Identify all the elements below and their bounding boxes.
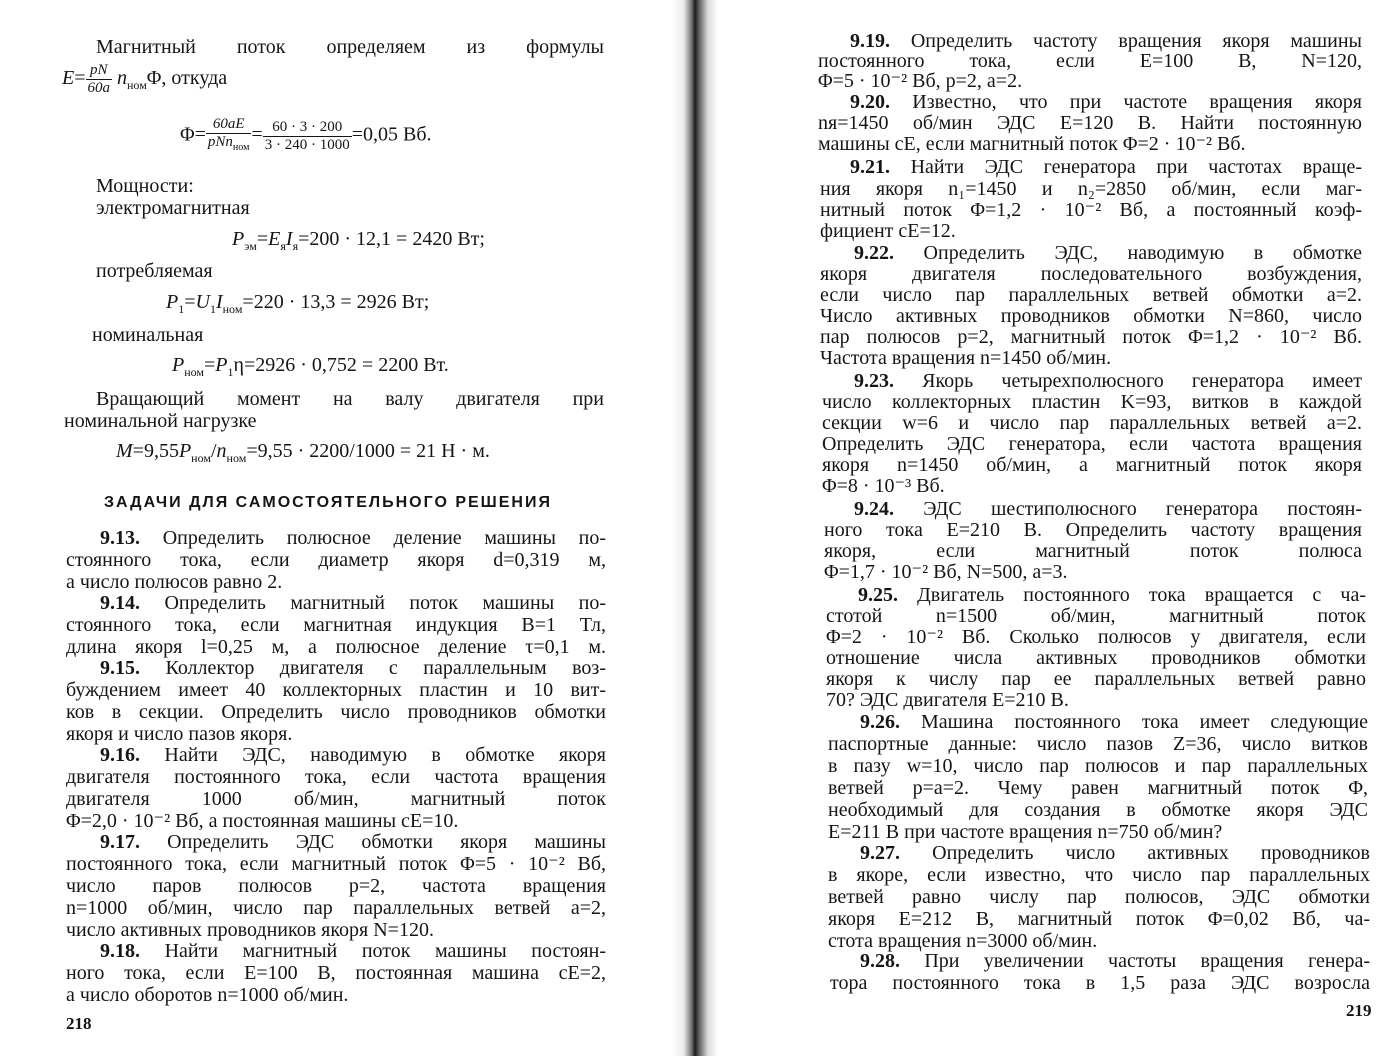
consumed-power-formula: $P_1=U_1I_{ном}=220 \cdot 13,3 = 2926$ Вт; bbox=[166, 291, 430, 316]
powers-label: Мощности: bbox=[96, 175, 194, 197]
consumed-label: потребляемая bbox=[96, 260, 213, 282]
torque-text-1: Вращающий момент на валу двигателя при bbox=[96, 388, 604, 410]
intro-line-1: Магнитный поток определяем из формулы bbox=[96, 36, 604, 58]
section-heading: ЗАДАЧИ ДЛЯ САМОСТОЯТЕЛЬНОГО РЕШЕНИЯ bbox=[104, 494, 552, 511]
torque-text-2: номинальной нагрузке bbox=[64, 410, 257, 432]
em-power-formula: $P_{эм}=E_яI_я=200 \cdot 12,1 = 2420$ Вт; bbox=[232, 228, 485, 253]
emf-formula: E= $\frac{pN}{60a}$ $n_{ном}\Phi$, откуда bbox=[62, 62, 228, 96]
page-number-left: 218 bbox=[66, 1014, 92, 1033]
book-gutter bbox=[672, 0, 718, 1056]
right-page: 9.19. Определить частоту вращения якоря машины постоянного тока, если E=100 В, N=120, Φ=5 · 10⁻² Вб, p=2, a=2. 9.20. Известно, что при частоте вращения якоря nя=1450 об/мин ЭДС E=120 В. Найти постоянную машины cE, если магнитный поток Φ=2 · 10⁻² Вб. 9.21. Найти ЭДС генератора при частотах враще- ния якоря n₁=1450 и n₂=2850 об/мин, если маг- нитный поток Φ=1,2 · 10⁻² Вб, а постоянный коэф- фициент cE=12. 9.22. Определить ЭДС, наводимую в обмотке якоря двигателя последовательного возбуждения, если число пар параллельных ветвей обмотки a=2. Число активных проводников обмотки N=860, число пар полюсов p=2, магнитный поток Φ=1,2 · 10⁻² Вб. Частота вращения n=1450 об/мин. 9.23. Якорь четырехполюсного генератора имеет число коллекторных пластин K=93, витков в каждой секции w=6 и число пар параллельных ветвей a=2. Определить ЭДС генератора, если частота вращения якоря n=1450 об/мин, а магнитный поток якоря Φ=8 · 10⁻³ Вб. 9.24. ЭДС шестиполюсного генератора постоян- ного тока E=210 В. Определить частоту вращения якоря, если магнитный поток полюса Φ=1,7 · 10⁻² Вб, N=500, a=3. 9.25. Двигатель постоянного тока вращается с ча- стотой n=1500 об/мин, магнитный поток Φ=2 · 10⁻² Вб. Сколько полюсов у двигателя, если отношение числа активных проводников обмотки якоря к числу пар ее параллельных ветвей равно 70? ЭДС двигателя E=210 В. 9.26. Машина постоянного тока имеет следующие паспортные данные: число пазов Z=36, число витков в пазу w=10, число пар полюсов и пар параллельных ветвей p=a=2. Чему равен магнитный поток Φ, необходимый для создания в обмотке якоря ЭДС E=211 В при частоте вращения n=750 об/мин? 9.27. Определить число активных проводников в якоре, если известно, что число пар параллельных ветвей равно числу пар полюсов, ЭДС обмотки якоря E=212 В, магнитный поток Φ=0,02 Вб, ча- стота вращения n=3000 об/мин. 9.28. При увеличении частоты вращения генера- тора постоянного тока в 1,5 раза ЭДС возросла 219 bbox=[818, 30, 1372, 1020]
flux-formula: Φ= $\frac{60aE}{pNn_{ном}}$ = $\frac{60 \cdot 3 \cdot 200}{3 \cdot 240 \cdot 1000}$ =0,05 Вб. bbox=[180, 116, 432, 153]
nominal-power-formula: $P_{ном}=P_1\eta=2926 \cdot 0,752 = 2200$ Вт. bbox=[172, 354, 449, 379]
page-number-right: 219 bbox=[1346, 1001, 1372, 1020]
em-label: электромагнитная bbox=[96, 197, 250, 219]
nominal-label: номинальная bbox=[92, 324, 204, 346]
left-page: Магнитный поток определяем из формулы E= $\frac{pN}{60a}$ $n_{ном}\Phi$, откуда Φ= $\frac{60aE}{pNn_{ном}}$ = $\frac{60 \cdot 3 \cdot 200}{3 \cdot 240 \cdot 1000}$ =0,05 Вб. Мощности: электромагнитная $P_{эм}=E_яI_я=200 \cdot 12,1 = 2420$ Вт; потребляемая $P_1=U_1I_{ном}=220 \cdot 13,3 = 2926$ Вт; номинальная $P_{ном}=P_1\eta=2926 \cdot 0,752 = 2200$ Вт. Вращающий момент на валу двигателя при номинальной нагрузке $M=9,55P_{ном}/n_{ном}=9,55 \cdot 2200/1000 = 21$ Н · м. ЗАДАЧИ ДЛЯ САМОСТОЯТЕЛЬНОГО РЕШЕНИЯ 9.13. Определить полюсное деление машины по- стоянного тока, если диаметр якоря d=0,319 м, а число полюсов равно 2. 9.14. Определить магнитный поток машины по- стоянного тока, если магнитная индукция B=1 Тл, длина якоря l=0,25 м, а полюсное деление τ=0,1 м. 9.15. Коллектор двигателя с параллельным воз- буждением имеет 40 коллекторных пластин и 10 вит- ков в секции. Определить число проводников обмотки якоря и число пазов якоря. 9.16. Найти ЭДС, наводимую в обмотке якоря двигателя постоянного тока, если частота вращения двигателя 1000 об/мин, магнитный поток Φ=2,0 · 10⁻² Вб, а постоянная машины cE=10. 9.17. Определить ЭДС обмотки якоря машины постоянного тока, если магнитный поток Φ=5 · 10⁻² Вб, число паров полюсов p=2, частота вращения n=1000 об/мин, число пар параллельных ветвей a=2, число активных проводников якоря N=120. 9.18. Найти магнитный поток машины постоян- ного тока, если E=100 В, постоянная машина cE=2, а число оборотов n=1000 об/мин. 218 bbox=[62, 36, 607, 1033]
torque-formula: $M=9,55P_{ном}/n_{ном}=9,55 \cdot 2200/1000 = 21$ Н · м. bbox=[116, 440, 490, 465]
